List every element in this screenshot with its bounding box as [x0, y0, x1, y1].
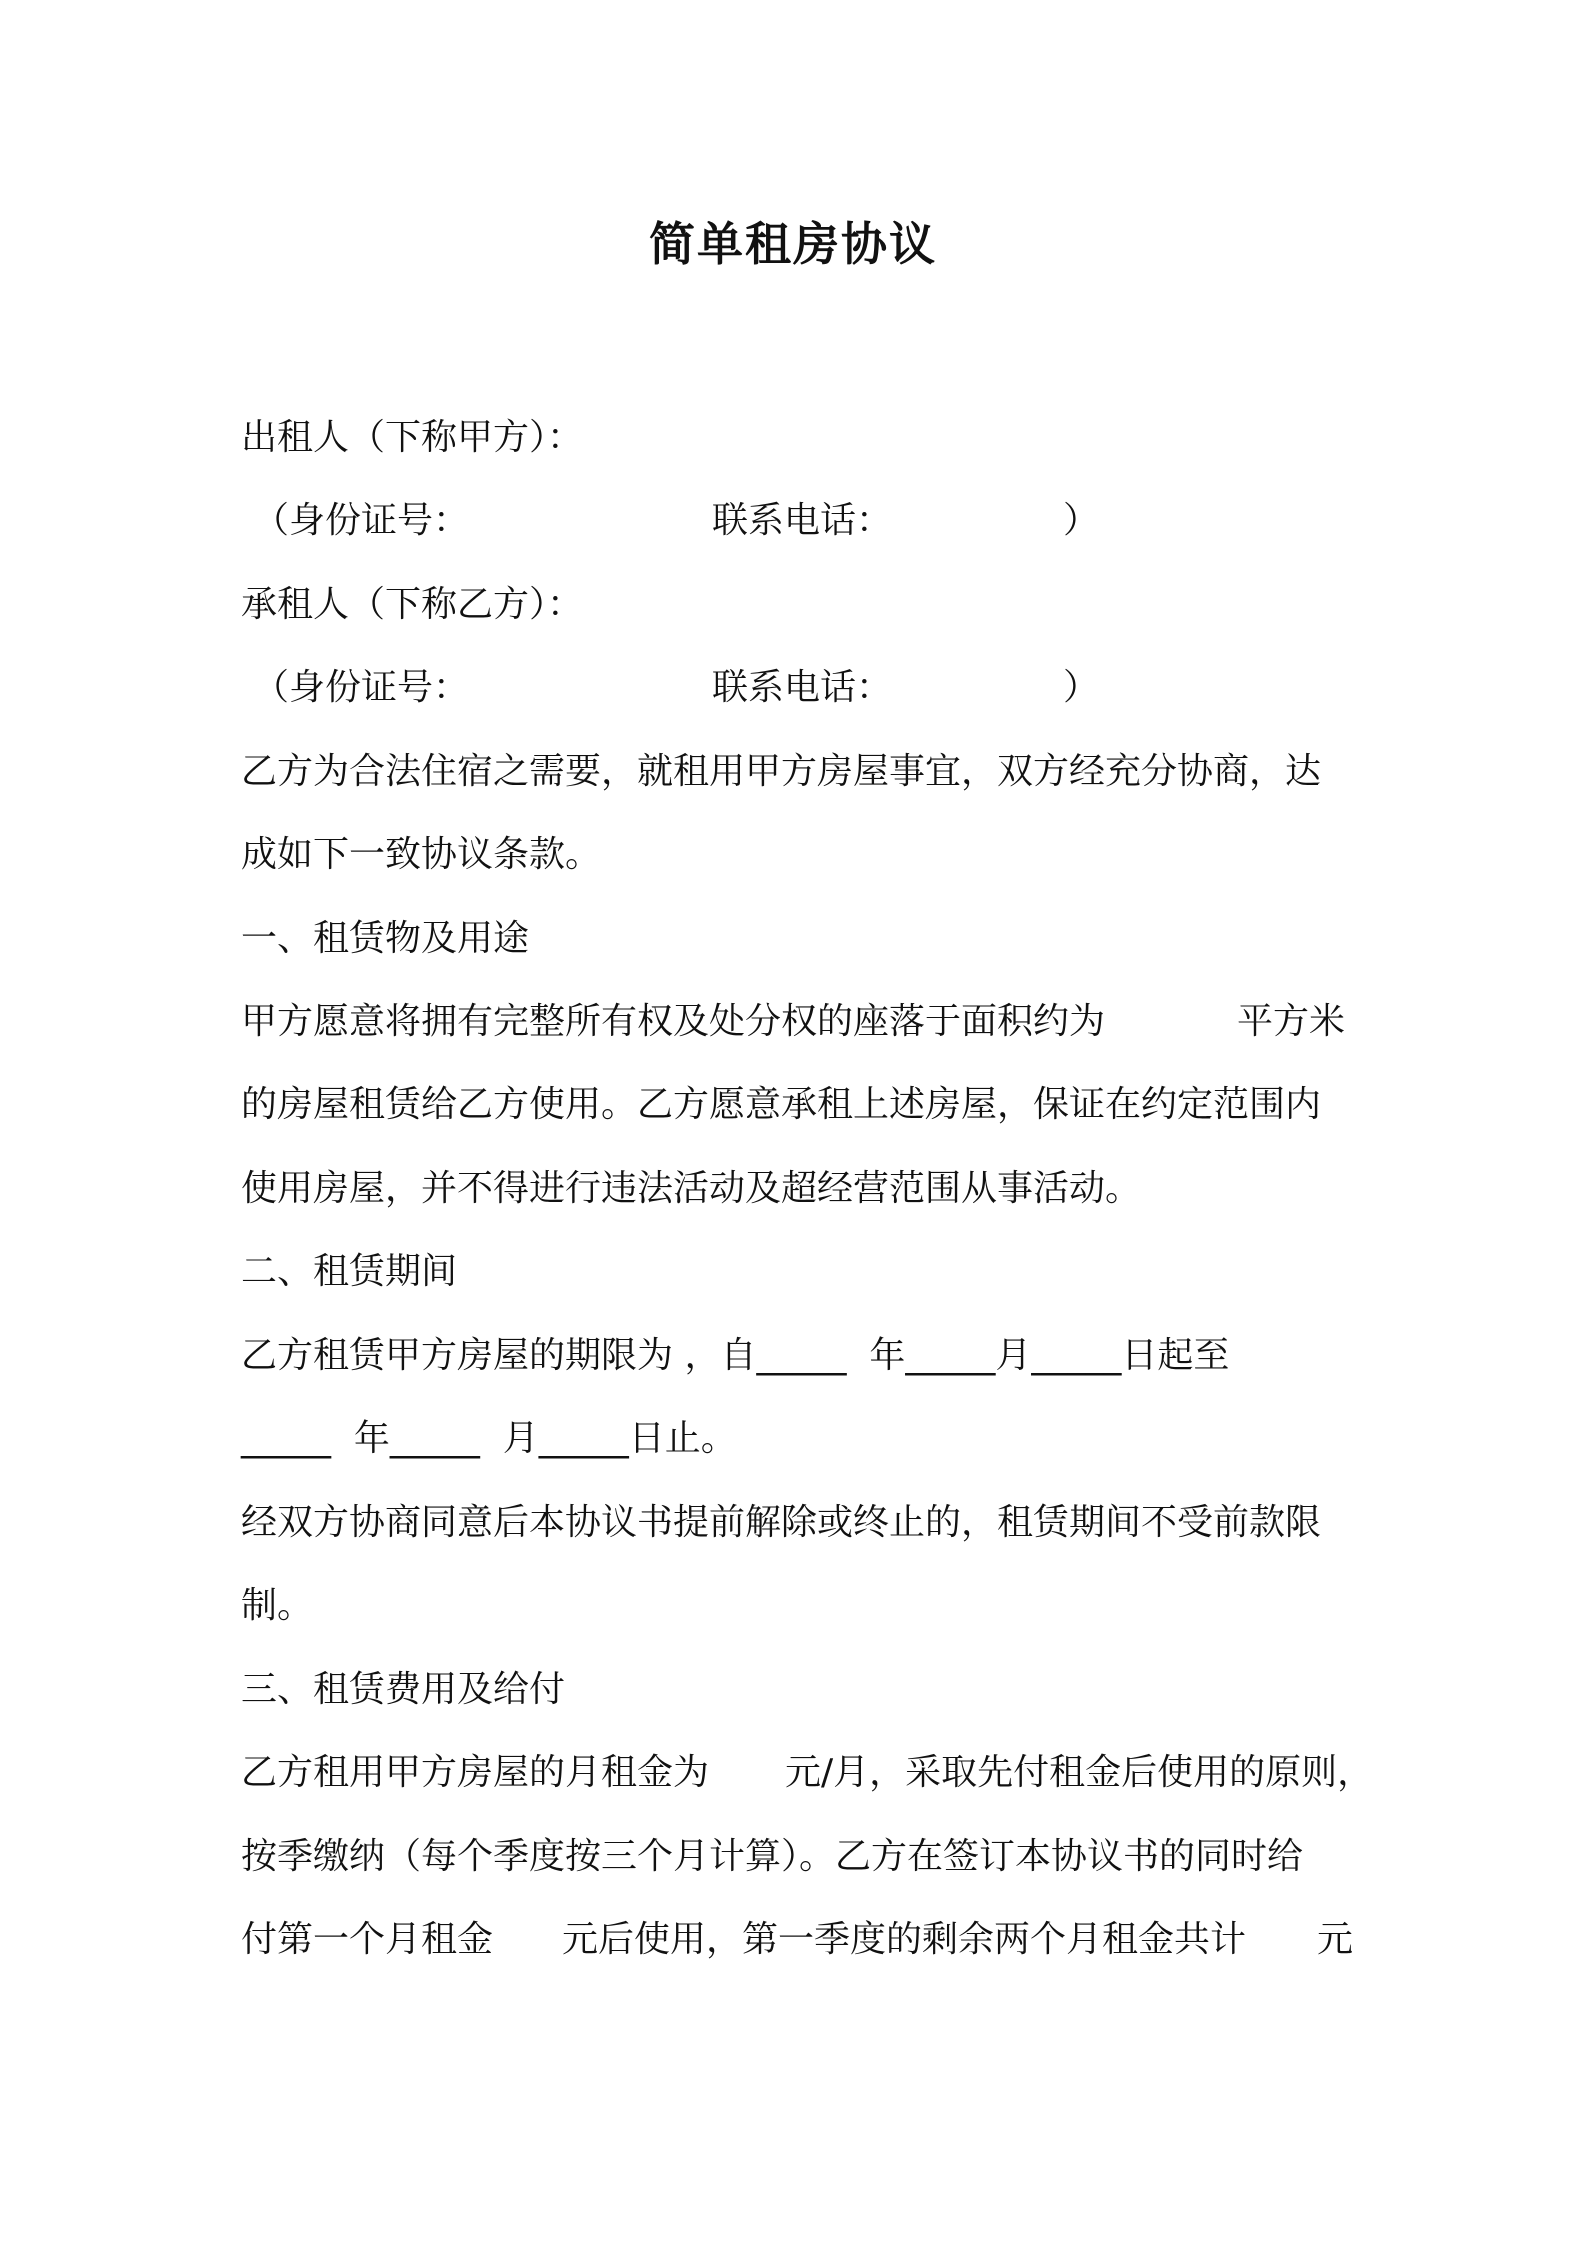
- section-2-line-2: _____ 年_____ 月_____日止。: [241, 1418, 737, 1459]
- lessee-close-paren: ）: [1063, 667, 1100, 708]
- document-title: 简单租房协议: [649, 217, 937, 271]
- lessee-phone-label: 联系电话：: [712, 667, 893, 708]
- section-2-heading: 二、租赁期间: [241, 1251, 458, 1292]
- lessee-id-label: （身份证号：: [253, 667, 470, 708]
- lessee-label: 承租人（下称乙方）：: [241, 584, 584, 625]
- section-3-line-1a: 乙方租用甲方房屋的月租金为: [241, 1752, 710, 1793]
- section-3-line-3b: 元后使用，第一季度的剩余两个月租金共计: [562, 1919, 1247, 1960]
- section-3-line-1b: 元/月，采取先付租金后使用的原则，: [785, 1752, 1374, 1793]
- section-1-line-1b: 平方米: [1237, 1001, 1346, 1042]
- section-3-line-3c: 元: [1317, 1919, 1354, 1960]
- lessor-close-paren: ）: [1063, 500, 1100, 541]
- section-1-line-2: 的房屋租赁给乙方使用。乙方愿意承租上述房屋，保证在约定范围内: [241, 1084, 1322, 1125]
- section-3-line-2: 按季缴纳（每个季度按三个月计算）。乙方在签订本协议书的同时给: [241, 1836, 1304, 1877]
- section-1-line-1a: 甲方愿意将拥有完整所有权及处分权的座落于面积约为: [241, 1001, 1106, 1042]
- intro-line-2: 成如下一致协议条款。: [241, 834, 602, 875]
- section-3-heading: 三、租赁费用及给付: [241, 1669, 566, 1710]
- section-1-line-3: 使用房屋，并不得进行违法活动及超经营范围从事活动。: [241, 1168, 1142, 1209]
- section-2-line-4: 制。: [241, 1585, 314, 1626]
- lessor-phone-label: 联系电话：: [712, 500, 893, 541]
- section-2-line-3: 经双方协商同意后本协议书提前解除或终止的，租赁期间不受前款限: [241, 1502, 1322, 1543]
- lessor-label: 出租人（下称甲方）：: [241, 417, 584, 458]
- section-1-heading: 一、租赁物及用途: [241, 918, 530, 959]
- section-3-line-3a: 付第一个月租金: [241, 1919, 494, 1960]
- lessor-id-label: （身份证号：: [253, 500, 470, 541]
- section-2-line-1: 乙方租赁甲方房屋的期限为 ，自_____ 年_____月_____日起至: [241, 1335, 1230, 1376]
- intro-line-1: 乙方为合法住宿之需要，就租用甲方房屋事宜，双方经充分协商，达: [241, 751, 1322, 792]
